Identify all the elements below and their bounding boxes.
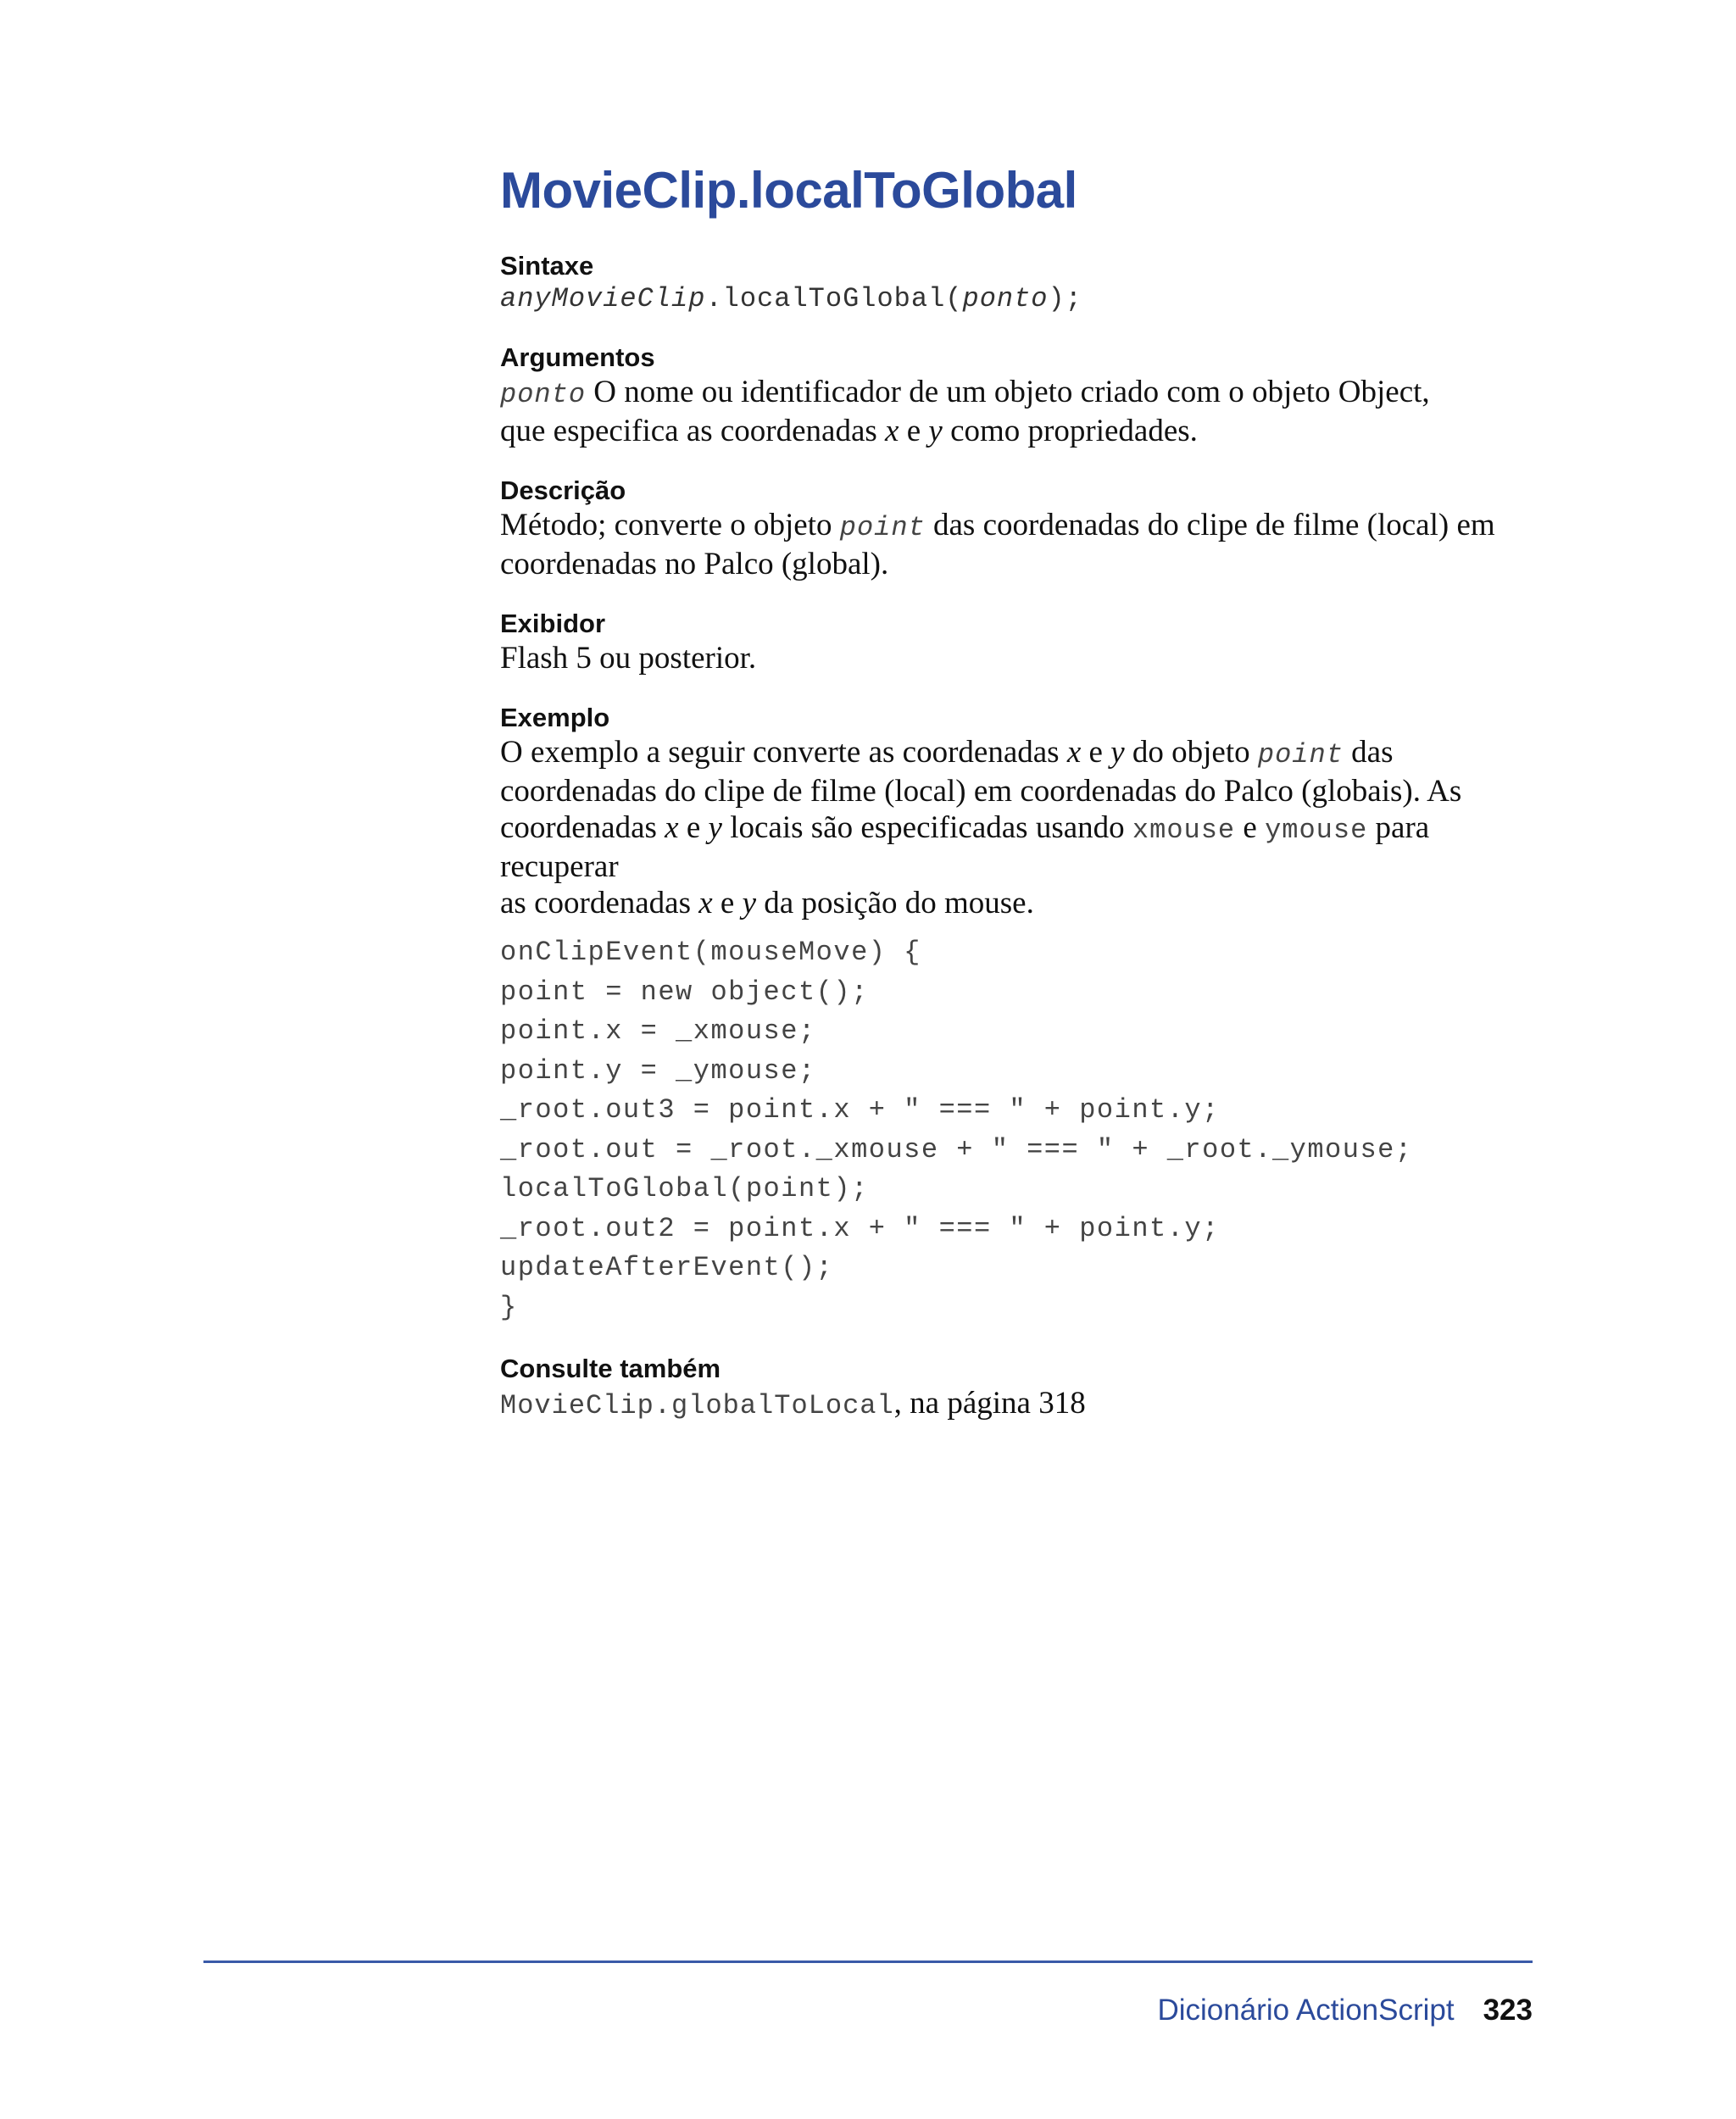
syntax-object: anyMovieClip [500,283,706,314]
page-content [500,157,1543,1424]
example-y-1: y [1110,735,1125,770]
code-line: updateAfterEvent(); [500,1252,834,1283]
description-code: point [839,512,926,543]
example-code-point: point [1257,739,1344,770]
code-line: _root.out = _root._xmouse + " === " + _root._ymouse; [500,1133,1413,1165]
page-title: MovieClip.localToGlobal [500,162,1077,219]
example-and-3: e [1235,810,1266,845]
arguments-x: x [885,414,899,448]
footer-page-number: 323 [1483,1994,1533,2027]
see-also-section [500,1353,1543,1424]
arguments-text [500,374,1543,449]
arguments-y: y [928,414,943,448]
code-line: } [500,1291,518,1323]
example-and-4: e [712,886,743,920]
example-x-1: x [1066,735,1082,770]
arguments-text-3: como propriedades. [942,414,1198,448]
player-heading: Exibidor [500,609,606,638]
example-and-1: e [1081,735,1111,770]
example-line-4b: da posição do mouse. [756,886,1034,920]
arguments-text-2: que especifica as coordenadas [500,414,886,448]
description-heading: Descrição [500,476,626,505]
example-y-3: y [742,886,757,920]
example-code-ymouse: ymouse [1265,815,1368,846]
description-text-3: coordenadas no Palco (global). [500,547,889,581]
example-code-xmouse: xmouse [1132,815,1236,846]
description-section [500,475,1543,582]
code-line: point.x = _xmouse; [500,1015,816,1047]
syntax-param: ponto [962,283,1049,314]
code-line: _root.out2 = point.x + " === " + point.y; [500,1212,1220,1244]
see-also-link[interactable]: MovieClip.globalToLocal [500,1390,894,1421]
see-also-page-ref: , na página 318 [893,1386,1086,1421]
arguments-section [500,342,1543,449]
example-line-3b: locais são especificadas usando [721,810,1132,845]
code-line: _root.out3 = point.x + " === " + point.y; [500,1094,1220,1126]
example-line-1c: das [1343,735,1394,770]
code-line: onClipEvent(mouseMove) { [500,937,921,968]
page-footer [1157,1992,1533,2029]
code-block [500,933,1543,1327]
example-x-2: x [665,810,679,845]
footer-rule [203,1960,1533,1963]
example-line-4a: as coordenadas [500,886,699,920]
description-text-2: das coordenadas do clipe de filme (local) em [925,508,1495,542]
see-also-text [500,1385,1543,1424]
code-line: localToGlobal(point); [500,1173,869,1204]
player-text: Flash 5 ou posterior. [500,641,757,676]
syntax-heading: Sintaxe [500,251,594,281]
example-section [500,702,1543,1327]
player-section [500,608,1543,676]
description-text [500,507,1543,582]
syntax-method: .localToGlobal( [705,283,963,314]
example-line-2: coordenadas do clipe de filme (local) em coordenadas do Palco (globais). As [500,774,1462,809]
code-line: point = new object(); [500,976,869,1008]
footer-title: Dicionário ActionScript [1157,1994,1455,2027]
arguments-param: ponto [500,379,587,410]
arguments-text-1: O nome ou identificador de um objeto criado com o objeto Object, [586,375,1430,409]
description-text-1: Método; converte o objeto [500,508,840,542]
example-text [500,734,1543,921]
syntax-close: ); [1048,283,1082,314]
example-line-1b: do objeto [1124,735,1258,770]
code-line: point.y = _ymouse; [500,1054,816,1087]
arguments-heading: Argumentos [500,342,655,372]
example-heading: Exemplo [500,703,610,732]
arguments-and: e [899,414,929,448]
syntax-section [500,250,1543,316]
example-line-3c: para recuperar [500,810,1430,884]
see-also-heading: Consulte também [500,1354,721,1383]
example-line-3a: coordenadas [500,810,665,845]
example-x-3: x [698,886,713,920]
example-y-2: y [708,810,722,845]
example-line-1a: O exemplo a seguir converte as coordenadas [500,735,1067,770]
syntax-code [500,282,1543,316]
example-and-2: e [678,810,709,845]
